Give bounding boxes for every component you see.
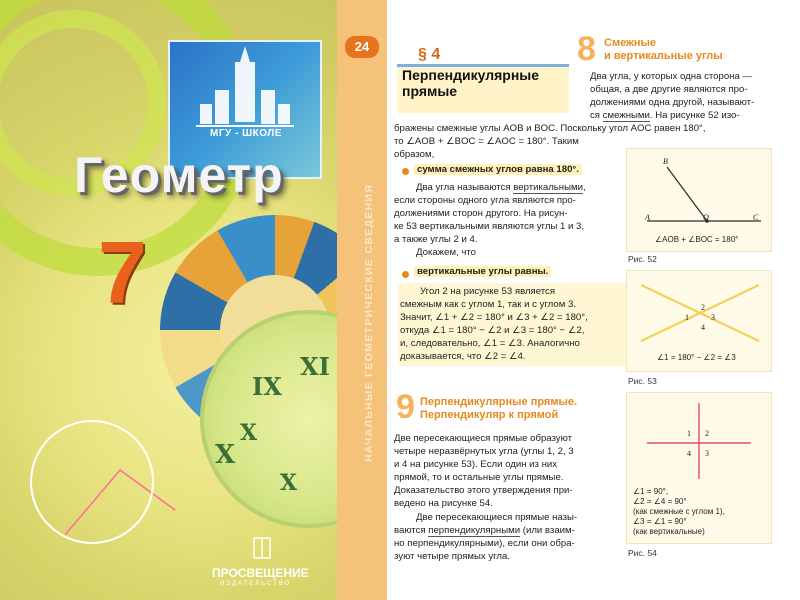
roman-numeral: X (215, 440, 236, 470)
roman-numeral: IX (252, 372, 282, 401)
term-vertikalnye: вертикальными (513, 182, 583, 193)
text-line: смежным как с углом 1, так и с углом 3. (400, 299, 576, 311)
text-line: Угол 2 на рисунке 53 является (420, 286, 556, 297)
angle-label: 1 (687, 429, 691, 438)
text-span: ся (590, 110, 603, 122)
text-span: ваются (394, 524, 429, 536)
topic-number: 8 (577, 30, 596, 68)
text-line: четыре неразвёрнутых угла (углы 1, 2, 3 (394, 446, 574, 458)
roman-numeral: X (280, 470, 298, 496)
note-line: (как смежные с углом 1), (633, 507, 725, 516)
topic-number: 9 (396, 388, 415, 426)
note-line: ∠1 = 90°, (633, 487, 669, 496)
roman-numeral: X (240, 420, 258, 446)
perpendicular-lines-diagram (627, 393, 771, 483)
text-span: . На рисунке 52 изо- (649, 110, 740, 122)
text-span: Два угла называются (416, 182, 514, 193)
section-title (402, 67, 572, 99)
paragraph (394, 181, 624, 260)
text-line: и, следовательно, ∠1 = ∠3. Аналогично (400, 338, 580, 350)
text-line: доказывается, что ∠2 = ∠4. (400, 351, 526, 363)
page-number: 24 (345, 36, 379, 58)
text-line: и 4 на рисунке 53). Если один из них (394, 459, 558, 471)
angle-label: 3 (711, 313, 715, 322)
figure-52 (626, 148, 772, 252)
text-line: бражены смежные углы AOB и BOC. Поскольку угол AOC равен 180°, (394, 123, 706, 134)
angle-label: 3 (705, 449, 709, 458)
topic-title-line: Перпендикулярные прямые. (420, 396, 578, 408)
angle-label: 4 (687, 449, 691, 458)
note-line: ∠2 = ∠4 = 90° (633, 497, 687, 506)
term-perpendikulyarnye: перпендикулярными (428, 524, 521, 536)
rule-highlight: сумма смежных углов равна 180°. (414, 164, 582, 175)
note-line: (как вертикальные) (633, 527, 705, 536)
text-span: , (582, 182, 586, 193)
section-title-line: прямые (402, 83, 458, 99)
text-line: Доказательство этого утверждения при- (394, 485, 573, 497)
chapter-strip (337, 0, 387, 600)
paragraph (394, 432, 622, 563)
point-label: B (663, 157, 668, 166)
figure-notes (633, 487, 725, 537)
text-line: Два угла, у которых одна сторона — (590, 71, 753, 82)
roman-numeral: XI (300, 352, 330, 381)
figure-equation: ∠AOB + ∠BOC = 180° (655, 235, 739, 244)
section-title-line: Перпендикулярные (402, 67, 540, 83)
text-line: образом, (394, 149, 435, 161)
topic-title (420, 396, 620, 422)
topic-title-line: и вертикальные углы (604, 50, 723, 62)
angle-label: 1 (685, 313, 689, 322)
text-line: Две пересекающиеся прямые назы- (416, 511, 578, 523)
point-label: C (753, 213, 759, 222)
publisher-name: ПРОСВЕЩЕНИЕ (212, 566, 309, 580)
decorative-circle (30, 420, 154, 544)
publisher-subtitle: ИЗДАТЕЛЬСТВО (220, 581, 292, 587)
publisher-logo-icon (252, 536, 272, 560)
topic-title (604, 37, 723, 63)
book-cover (0, 0, 337, 600)
point-label: O (703, 213, 709, 222)
text-line: но перпендикулярными), если они обра- (394, 537, 575, 549)
figure-equation: ∠1 = 180° − ∠2 = ∠3 (657, 353, 736, 362)
text-line (394, 524, 622, 537)
text-line: должениями одна другой, называют- (590, 97, 755, 109)
figure-caption: Рис. 53 (628, 376, 657, 386)
text-line: Значит, ∠1 + ∠2 = 180° и ∠3 + ∠2 = 180°, (400, 312, 588, 324)
text-line: если стороны одного угла являются про- (394, 195, 576, 207)
topic-title-line: Перпендикуляр к прямой (420, 409, 559, 421)
grade-number: 7 (98, 223, 147, 322)
text-line (394, 181, 624, 194)
text-line: Две пересекающиеся прямые образуют (394, 433, 572, 444)
point-label: A (645, 213, 650, 222)
text-line: то ∠AOB + ∠BOC = ∠AOC = 180°. Таким (394, 136, 579, 148)
bullet-icon (402, 168, 409, 175)
figure-caption: Рис. 52 (628, 254, 657, 264)
bullet-icon (402, 271, 409, 278)
logo-text: МГУ - ШКОЛЕ (210, 128, 282, 139)
section-label: § 4 (418, 46, 441, 63)
text-line: Докажем, что (416, 247, 476, 259)
text-line (590, 109, 790, 122)
proof-block (398, 283, 626, 366)
term-smezhnye: смежными (602, 110, 650, 122)
text-line: прямой, то и остальные углы прямые. (394, 472, 564, 484)
text-line: зуют четыре прямых угла. (394, 550, 511, 562)
figure-53 (626, 270, 772, 372)
paragraph (590, 70, 790, 122)
chapter-title-vertical: НАЧАЛЬНЫЕ ГЕОМЕТРИЧЕСКИЕ СВЕДЕНИЯ (363, 183, 375, 462)
cover-title: Геометр (74, 147, 284, 203)
topic-title-line: Смежные (604, 37, 657, 49)
text-line: общая, а две другие являются про- (590, 84, 748, 96)
figure-54 (626, 392, 772, 544)
text-line: откуда ∠1 = 180° − ∠2 и ∠3 = 180° − ∠2, (400, 325, 585, 337)
text-line: ведено на рисунке 54. (394, 498, 493, 510)
text-line: должениями сторон другого. На рисун- (394, 208, 568, 220)
figure-caption: Рис. 54 (628, 548, 657, 558)
text-span: (или взаим- (520, 524, 575, 536)
note-line: ∠3 = ∠1 = 90° (633, 517, 687, 526)
angle-label: 2 (701, 303, 705, 312)
angle-label: 2 (705, 429, 709, 438)
angle-label: 4 (701, 323, 705, 332)
rule-highlight: вертикальные углы равны. (414, 266, 551, 277)
text-line: ке 53 вертикальными являются углы 1 и 3, (394, 221, 585, 233)
text-line: а также углы 2 и 4. (394, 234, 478, 246)
